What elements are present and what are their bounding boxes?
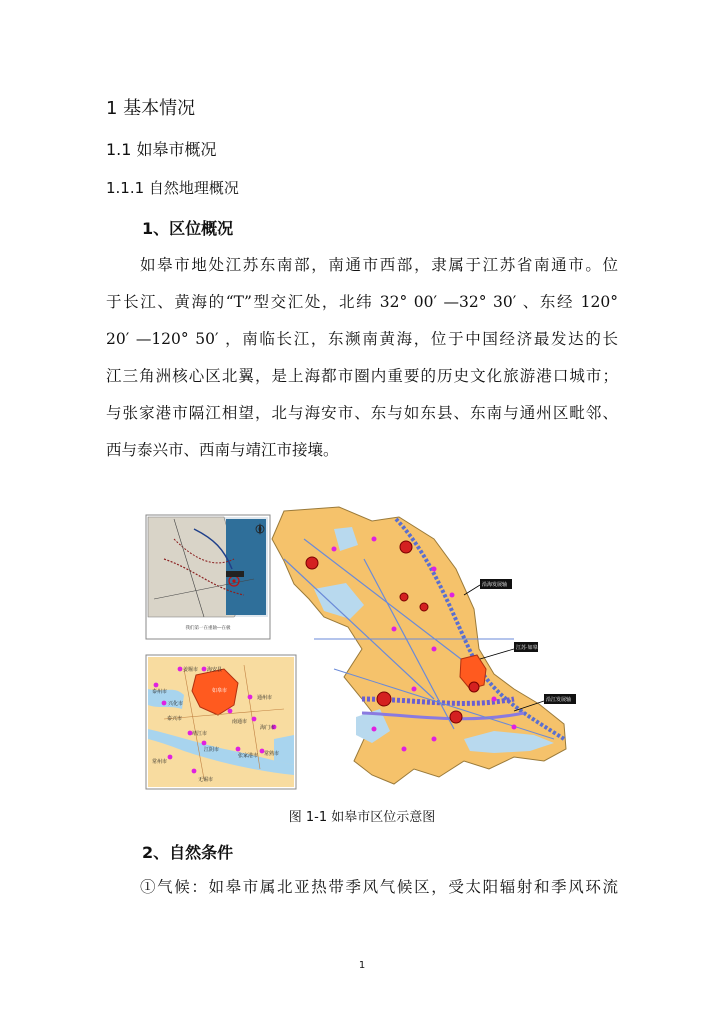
map-label: 海安县: [207, 667, 223, 673]
natural-conditions-heading: 2、自然条件: [142, 843, 234, 862]
map-label: 姜堰市: [183, 667, 199, 673]
map-label: 常熟市: [264, 751, 280, 757]
location-map-figure: [134, 499, 584, 795]
map-label: 泰州市: [152, 689, 168, 695]
location-map: [134, 499, 584, 795]
section-heading: 1.1 如皋市概况: [106, 140, 217, 159]
map-label: 江阴市: [204, 747, 220, 753]
figure-caption: 图 1-1 如皋市区位示意图: [288, 810, 436, 825]
map-label: 无锡市: [198, 777, 214, 783]
inset-local-map: [146, 655, 296, 789]
paragraph-line: 20′ —120° 50′ ，南临长江，东濒南黄海，位于中国经济最发达的长: [106, 330, 618, 348]
location-heading: 1、区位概况: [142, 219, 234, 238]
inset-regional-map: [146, 515, 270, 639]
paragraph-line: ①气候：如皋市属北亚热带季风气候区，受太阳辐射和季风环流: [140, 878, 618, 896]
paragraph-line: 与张家港市隔江相望，北与海安市、东与如东县、东南与通州区毗邻、: [106, 404, 618, 422]
river-axis-label: 沿江发展轴: [546, 697, 572, 703]
inset-top-caption: 我们第一在重轴—在极: [185, 625, 231, 630]
coastal-axis-label: 沿海发展轴: [482, 582, 508, 588]
map-label: 常州市: [152, 759, 168, 765]
page-number: 1: [358, 960, 366, 971]
rugao-label: 江苏·如皋: [516, 645, 538, 651]
map-label: 通州市: [257, 695, 273, 701]
map-label: 如皋市: [212, 688, 228, 694]
map-label: 兴化市: [168, 701, 184, 707]
map-label: 张家港市: [238, 753, 259, 759]
map-label: 靖江市: [192, 731, 208, 737]
chapter-heading: 1 基本情况: [106, 98, 196, 119]
paragraph-line: 江三角洲核心区北翼，是上海都市圈内重要的历史文化旅游港口城市；: [106, 367, 618, 385]
subsection-heading: 1.1.1 自然地理概况: [106, 179, 239, 197]
map-label: 泰兴市: [167, 716, 183, 722]
paragraph-line: 如皋市地处江苏东南部，南通市西部，隶属于江苏省南通市。位: [140, 256, 618, 274]
paragraph-line: 于长江、黄海的“T”型交汇处，北纬 32° 00′ —32° 30′ 、东经 120°: [106, 293, 618, 311]
map-label: 南通市: [232, 719, 248, 725]
paragraph-line: 西与泰兴市、西南与靖江市接壤。: [106, 441, 339, 459]
map-label: 海门市: [260, 725, 276, 731]
